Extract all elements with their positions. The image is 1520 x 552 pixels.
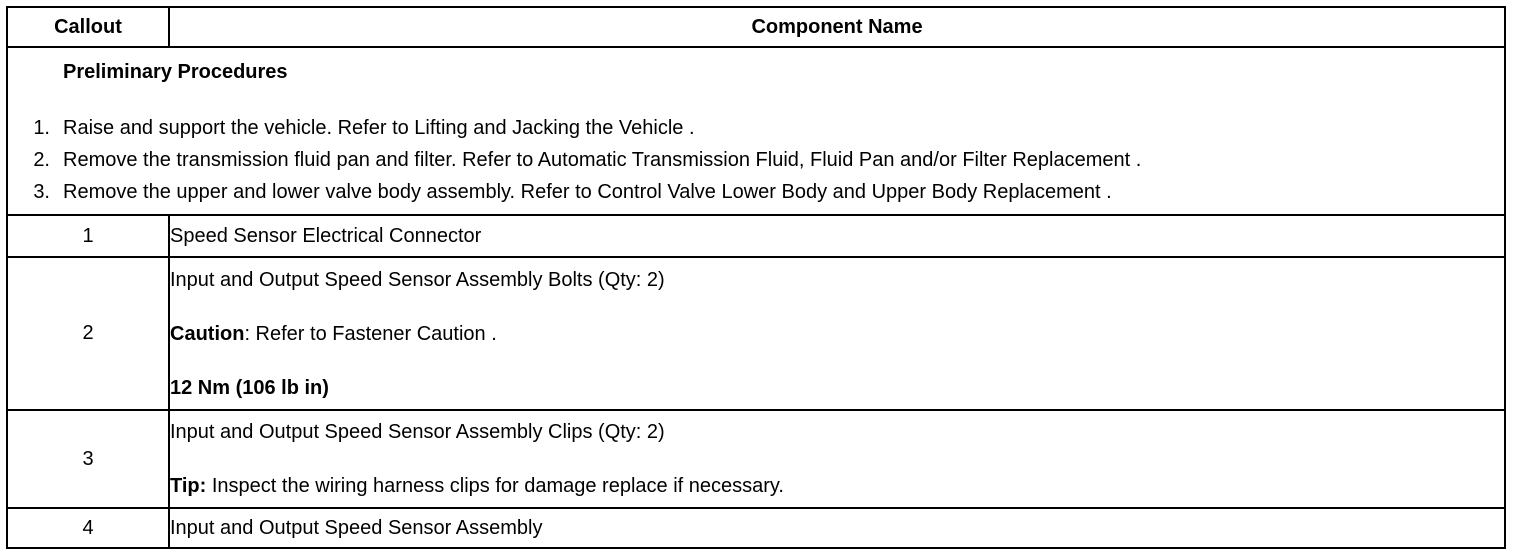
- preliminary-row: [7, 47, 1505, 215]
- step-number: 3.: [33, 181, 50, 203]
- component-name: Input and Output Speed Sensor Assembly Clips (Qty: 2): [170, 421, 665, 443]
- callout-number: 1: [7, 215, 169, 257]
- step-number: 2.: [33, 149, 50, 171]
- caution-note: [170, 321, 1504, 347]
- table-row: [7, 215, 1505, 257]
- preliminary-cell: [7, 47, 1505, 215]
- header-component-name: Component Name: [169, 7, 1505, 47]
- component-table: [6, 6, 1506, 549]
- component-name: Input and Output Speed Sensor Assembly: [169, 508, 1505, 548]
- table-row: [7, 508, 1505, 548]
- table-row: [7, 257, 1505, 410]
- callout-number: 3: [7, 410, 169, 508]
- component-details: [169, 410, 1505, 508]
- step-text: Remove the upper and lower valve body assembly. Refer to Control Valve Lower Body and Upper Body Replacement .: [63, 181, 1112, 203]
- step-text: Remove the transmission fluid pan and filter. Refer to Automatic Transmission Fluid, Fluid Pan and/or Filter Replacement .: [63, 149, 1142, 171]
- callout-number: 4: [7, 508, 169, 548]
- tip-text: Inspect the wiring harness clips for damage replace if necessary.: [206, 475, 784, 497]
- caution-text: : Refer to Fastener Caution .: [244, 322, 497, 345]
- preliminary-step: [8, 144, 1504, 176]
- preliminary-step: [8, 176, 1504, 208]
- tip-note: [170, 473, 1504, 499]
- callout-number: 2: [7, 257, 169, 410]
- step-number: 1.: [33, 117, 50, 139]
- preliminary-step: [8, 112, 1504, 144]
- preliminary-title: Preliminary Procedures: [63, 61, 288, 83]
- caution-label: Caution: [170, 322, 245, 345]
- step-text: Raise and support the vehicle. Refer to Lifting and Jacking the Vehicle .: [63, 117, 695, 139]
- table-row: [7, 410, 1505, 508]
- header-callout: Callout: [7, 7, 169, 47]
- tip-label: Tip:: [170, 475, 207, 497]
- component-name: Speed Sensor Electrical Connector: [169, 215, 1505, 257]
- component-details: [169, 257, 1505, 410]
- component-name: Input and Output Speed Sensor Assembly Bolts (Qty: 2): [170, 268, 665, 291]
- torque-spec: 12 Nm (106 lb in): [170, 376, 329, 399]
- header-row: [7, 7, 1505, 47]
